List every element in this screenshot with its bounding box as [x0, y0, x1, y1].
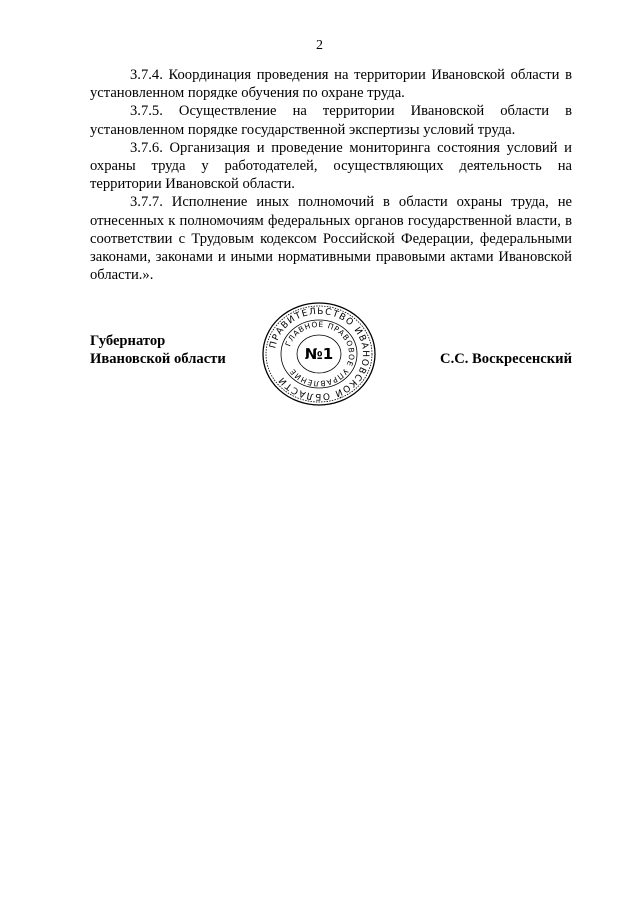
signer-title — [90, 332, 226, 368]
paragraph-3-7-4: 3.7.4. Координация проведения на территории Ивановской области в установленном порядке обучения по охране труда. — [90, 67, 572, 102]
document-body — [90, 66, 572, 284]
seal-outer-text: ПРАВИТЕЛЬСТВО ИВАНОВСКОЙ ОБЛАСТИ — [268, 306, 371, 402]
signer-name: С.С. Воскресенский — [440, 351, 572, 367]
official-seal — [260, 300, 378, 408]
paragraph-3-7-7: 3.7.7. Исполнение иных полномочий в области охраны труда, не отнесенных к полномочиям федеральных органов государственной власти, в соответствии с Трудовым кодексом Российской Федерации, федеральными законами, законами и иными нормативными правовыми актами Ивановской области.». — [90, 194, 572, 284]
paragraph-3-7-6: 3.7.6. Организация и проведение мониторинга состояния условий и охраны труда у работодателей, осуществляющих деятельность на территории Ивановской области. — [90, 139, 572, 193]
page-number: 2 — [316, 38, 323, 53]
seal-inner-text: ГЛАВНОЕ ПРАВОВОЕ УПРАВЛЕНИЕ — [283, 319, 357, 389]
seal-stamp-icon — [260, 300, 378, 408]
signature-block — [90, 300, 572, 410]
signer-title-line2: Ивановской области — [90, 351, 226, 367]
seal-number: №1 — [304, 345, 334, 363]
paragraph-3-7-5: 3.7.5. Осуществление на территории Ивановской области в установленном порядке государственной экспертизы условий труда. — [90, 103, 572, 138]
signer-title-line1: Губернатор — [90, 333, 166, 349]
